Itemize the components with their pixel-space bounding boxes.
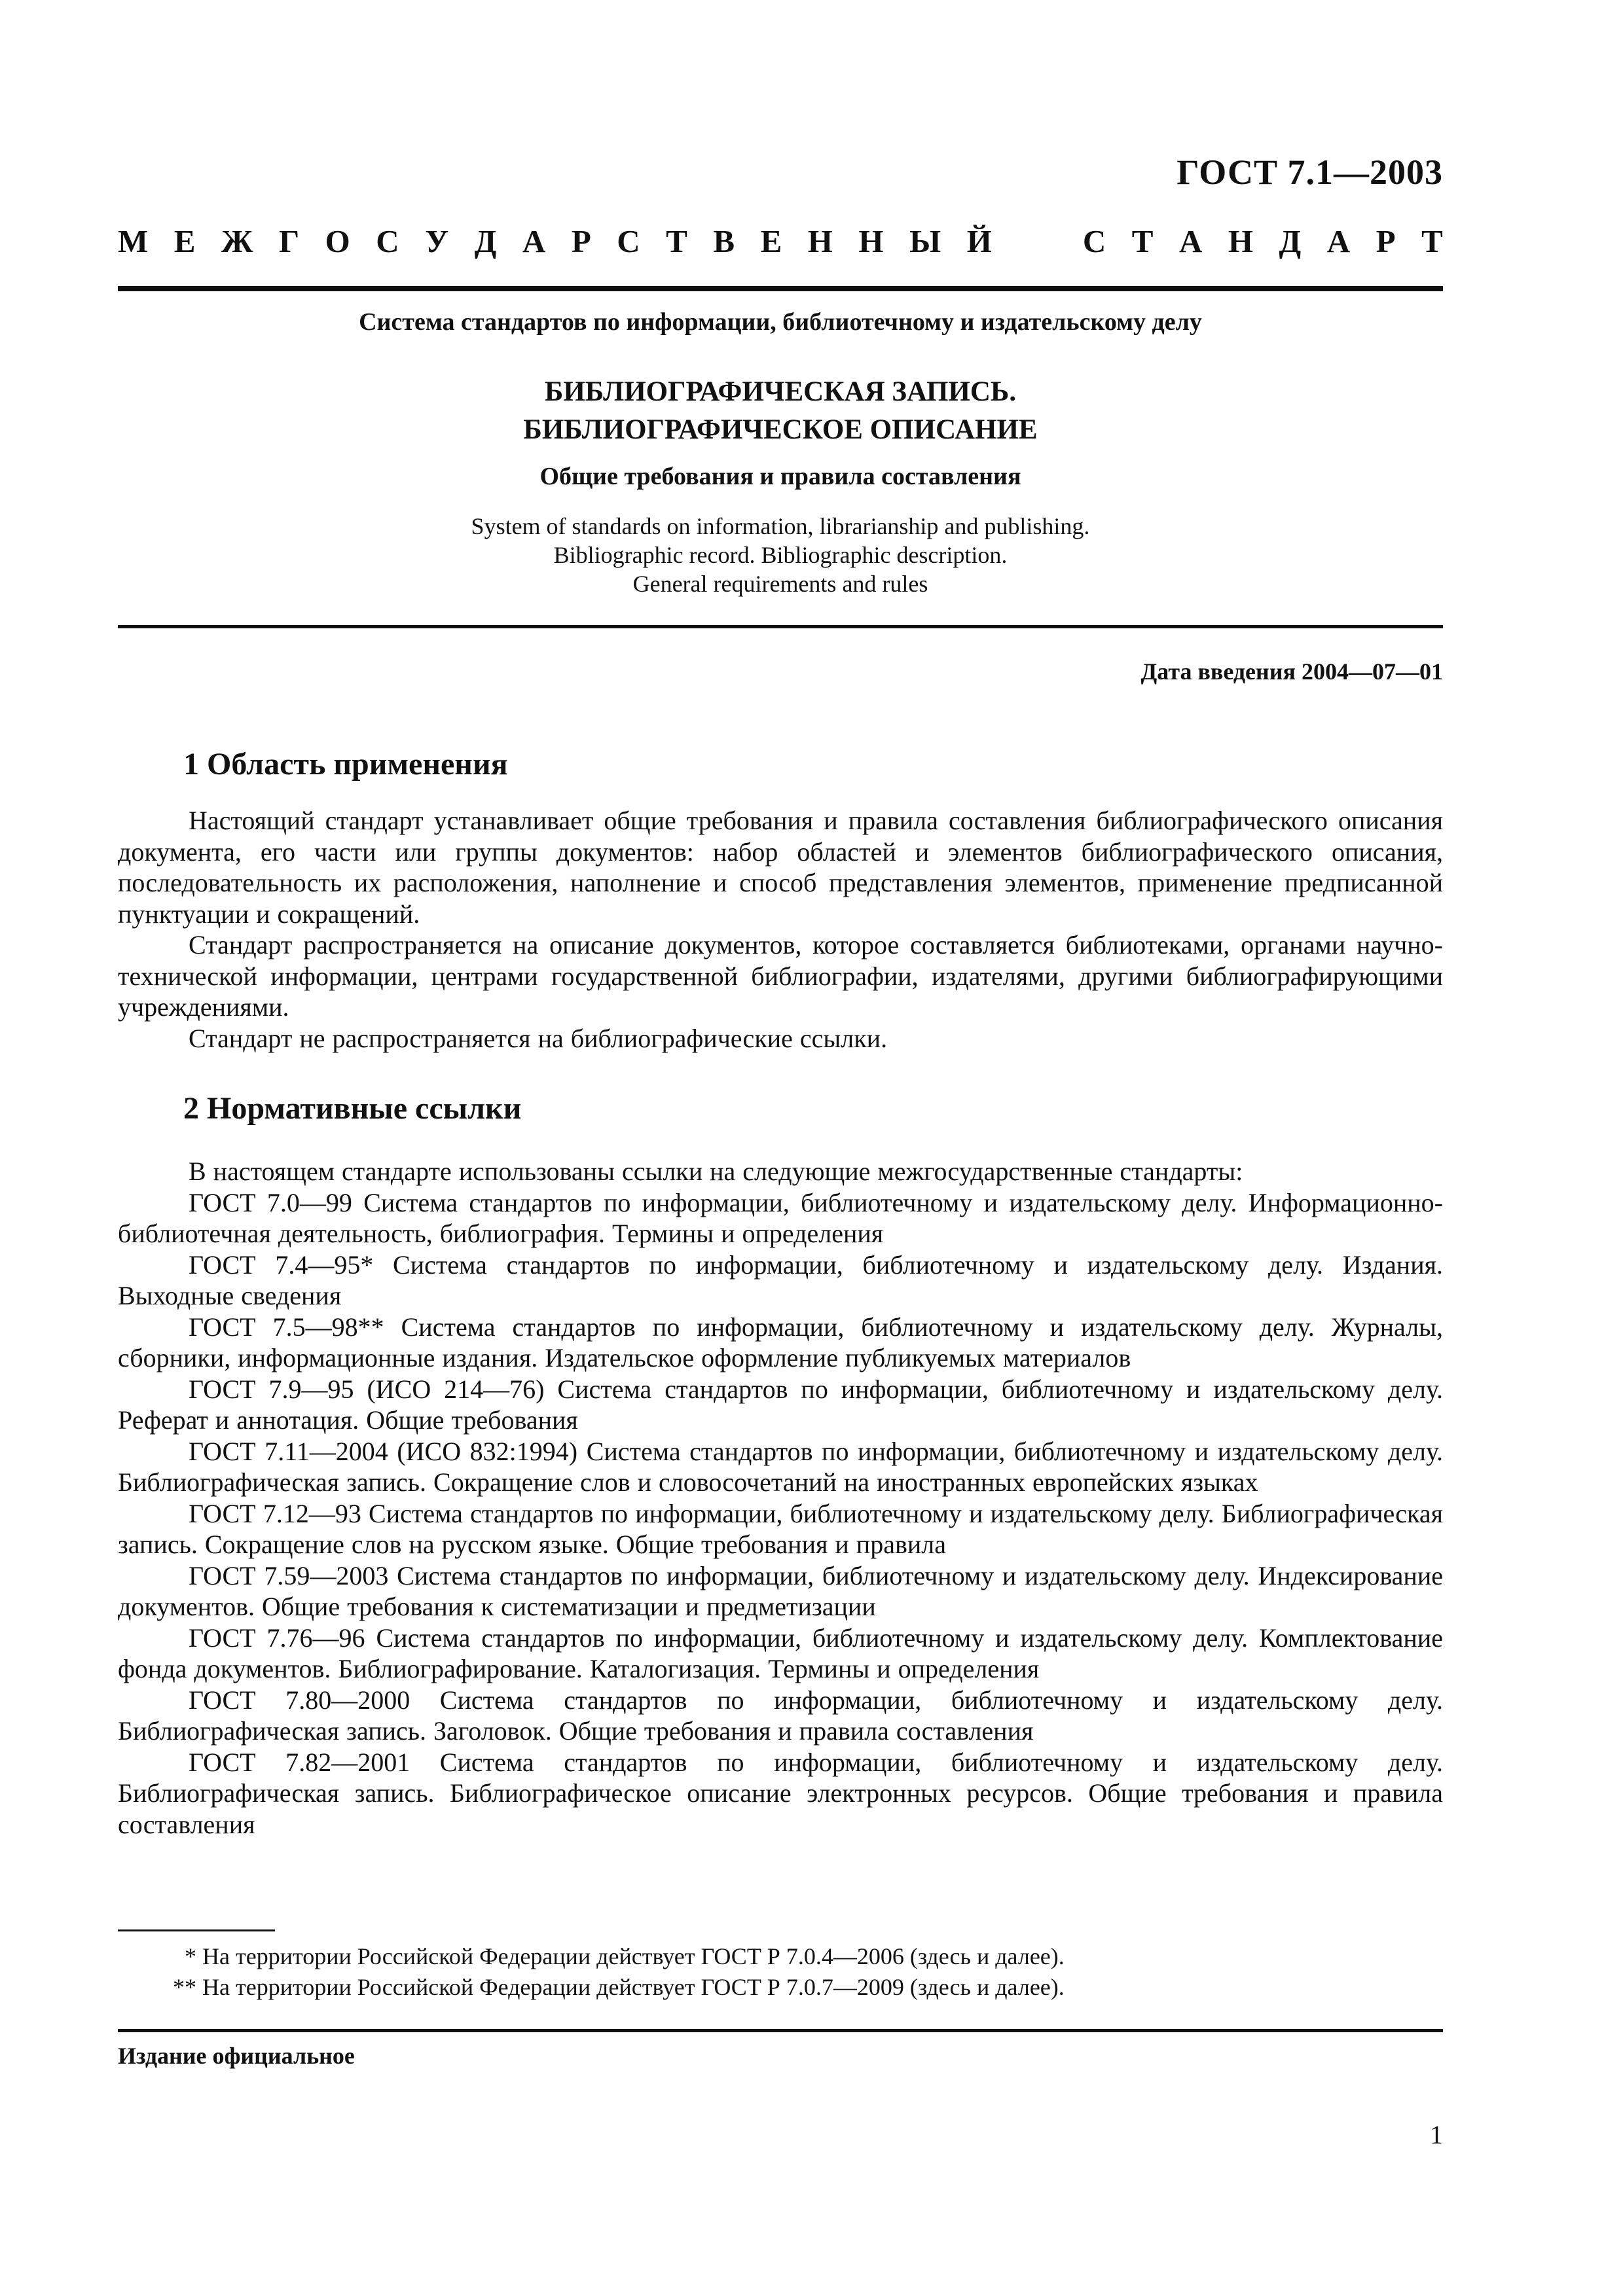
reference-item: ГОСТ 7.82—2001 Система стандартов по информации, библиотечному и издательскому делу. Библиографическая запись. Библиографическое описание электронных ресурсов. Общие требования и правила составления (118, 1747, 1443, 1839)
kind-letter: Д (474, 223, 497, 259)
footer-divider (118, 2029, 1443, 2032)
kind-letter: Т (1421, 223, 1443, 259)
title-divider (118, 625, 1443, 628)
word-gap (1017, 225, 1057, 257)
paragraph: В настоящем стандарте использованы ссылки на следующие межгосударственные стандарты: (189, 1157, 1243, 1186)
document-title (118, 373, 1443, 449)
english-title-line: General requirements and rules (632, 571, 928, 597)
reference-item: ГОСТ 7.76—96 Система стандартов по информации, библиотечному и издательскому делу. Комплектование фонда документов. Библиографирование. Каталогизация. Термины и определения (118, 1623, 1443, 1683)
kind-letter: Р (1376, 223, 1396, 259)
paragraph: Стандарт не распространяется на библиографические ссылки. (189, 1023, 888, 1053)
document-subtitle: Общие требования и правила составления (539, 463, 1021, 490)
kind-letter: С (1082, 223, 1106, 259)
kind-letter: У (425, 223, 449, 259)
kind-letter: О (325, 223, 350, 259)
kind-letter: С (617, 223, 640, 259)
title-line: БИБЛИОГРАФИЧЕСКОЕ ОПИСАНИЕ (523, 414, 1038, 445)
introduction-date: Дата введения 2004—07—01 (1140, 658, 1443, 685)
english-title (118, 512, 1443, 598)
kind-letter: Ы (909, 223, 941, 259)
kind-letter: Н (858, 223, 884, 259)
kind-letter: Ж (221, 223, 253, 259)
kind-letter: Н (1228, 223, 1253, 259)
kind-letter: Т (1131, 223, 1154, 259)
footnotes (118, 1941, 1443, 2003)
edition-label: Издание официальное (118, 2043, 355, 2069)
document-code: ГОСТ 7.1—2003 (1176, 152, 1443, 192)
kind-letter: А (1178, 223, 1203, 259)
section-1-heading: 1 Область применения (183, 747, 508, 781)
kind-letter: Т (666, 223, 687, 259)
reference-item: ГОСТ 7.59—2003 Система стандартов по информации, библиотечному и издательскому делу. Индексирование документов. Общие требования к систематизации и предметизации (118, 1560, 1443, 1621)
kind-letter: А (522, 223, 546, 259)
section-2-heading: 2 Нормативные ссылки (183, 1091, 522, 1126)
section-1-body (118, 805, 1443, 1054)
reference-item: ГОСТ 7.5—98** Система стандартов по информации, библиотечному и издательскому делу. Журналы, сборники, информационные издания. Издательское оформление публикуемых материалов (118, 1312, 1443, 1372)
kind-letter: Е (173, 223, 196, 259)
header-divider (118, 286, 1443, 291)
page-number: 1 (1430, 2120, 1443, 2149)
reference-item: ГОСТ 7.11—2004 (ИСО 832:1994) Система стандартов по информации, библиотечному и издательскому делу. Библиографическая запись. Сокращение слов и словосочетаний на иностранных европейских языках (118, 1436, 1443, 1497)
section-2-body (118, 1156, 1443, 1840)
kind-letter: Р (571, 223, 591, 259)
footnote: * На территории Российской Федерации действует ГОСТ Р 7.0.4—2006 (здесь и далее). (185, 1943, 1065, 1969)
kind-letter: М (118, 223, 149, 259)
reference-item: ГОСТ 7.80—2000 Система стандартов по информации, библиотечному и издательскому делу. Библиографическая запись. Заголовок. Общие требования и правила составления (118, 1685, 1443, 1746)
paragraph: Настоящий стандарт устанавливает общие требования и правила составления библиографического описания документа, его части или группы документов: набор областей и элементов библиографического описания, последовательность их расположения, наполнение и способ представления элементов, применение предписанной пунктуации и сокращений. (118, 806, 1443, 929)
reference-item: ГОСТ 7.0—99 Система стандартов по информации, библиотечному и издательскому делу. Информационно-библиотечная деятельность, библиография. Термины и определения (118, 1187, 1443, 1248)
standards-series: Система стандартов по информации, библиотечному и издательскому делу (359, 308, 1202, 336)
kind-letter: Е (760, 223, 782, 259)
kind-letter: Й (966, 223, 992, 259)
document-page (118, 0, 1443, 2296)
footnote: ** На территории Российской Федерации действует ГОСТ Р 7.0.7—2009 (здесь и далее). (173, 1974, 1065, 2000)
kind-letter: С (376, 223, 399, 259)
english-title-line: System of standards on information, librarianship and publishing. (471, 513, 1090, 539)
title-line: БИБЛИОГРАФИЧЕСКАЯ ЗАПИСЬ. (544, 376, 1017, 407)
kind-letter: А (1326, 223, 1351, 259)
reference-item: ГОСТ 7.9—95 (ИСО 214—76) Система стандартов по информации, библиотечному и издательскому делу. Реферат и аннотация. Общие требования (118, 1374, 1443, 1435)
kind-letter: Н (807, 223, 833, 259)
reference-item: ГОСТ 7.4—95* Система стандартов по информации, библиотечному и издательскому делу. Издания. Выходные сведения (118, 1249, 1443, 1310)
english-title-line: Bibliographic record. Bibliographic description. (553, 542, 1008, 568)
kind-letter: Д (1279, 223, 1302, 259)
kind-letter: Г (278, 223, 300, 259)
document-kind-spaced (118, 225, 1443, 257)
footnote-divider (118, 1929, 275, 1931)
kind-letter: В (713, 223, 735, 259)
paragraph: Стандарт распространяется на описание документов, которое составляется библиотеками, органами научно-технической информации, центрами государственной библиографии, издателями, другими библиографирующими учреждениями. (118, 930, 1443, 1022)
reference-item: ГОСТ 7.12—93 Система стандартов по информации, библиотечному и издательскому делу. Библиографическая запись. Сокращение слов на русском языке. Общие требования и правила (118, 1498, 1443, 1559)
